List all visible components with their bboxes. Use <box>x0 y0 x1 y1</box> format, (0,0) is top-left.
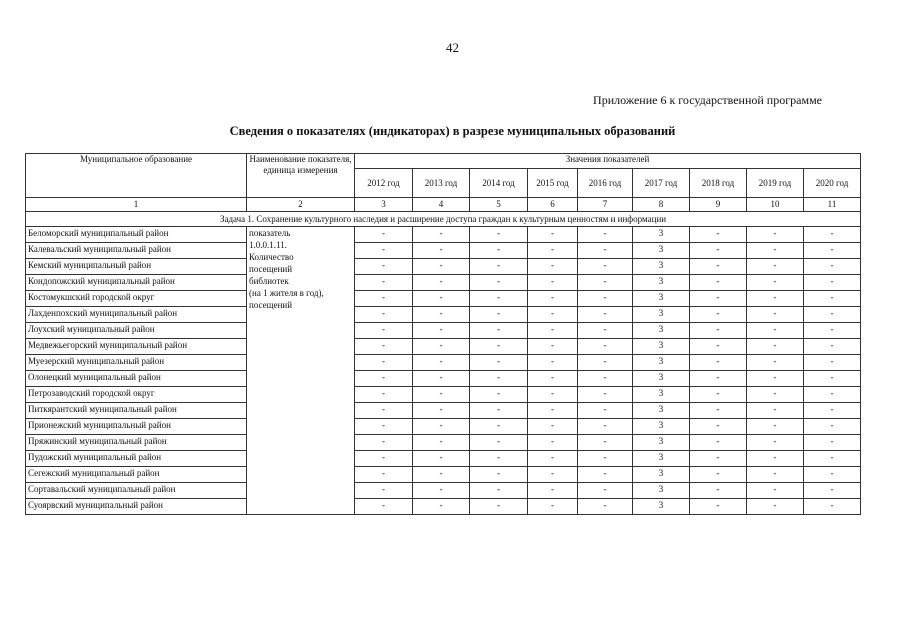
value-cell: - <box>690 339 747 355</box>
header-year: 2016 год <box>578 169 633 198</box>
header-year: 2012 год <box>355 169 413 198</box>
table-row <box>26 243 861 259</box>
table-row <box>26 371 861 387</box>
value-cell: - <box>470 467 528 483</box>
value-cell: - <box>470 403 528 419</box>
table-row <box>26 483 861 499</box>
value-cell: - <box>355 243 413 259</box>
value-cell: 3 <box>633 467 690 483</box>
value-cell: 3 <box>633 483 690 499</box>
indicator-line: посещений <box>249 264 293 274</box>
value-cell: - <box>528 435 578 451</box>
value-cell: 3 <box>633 323 690 339</box>
value-cell: - <box>355 275 413 291</box>
value-cell: - <box>747 291 804 307</box>
municipality-name: Калевальский муниципальный район <box>26 243 247 259</box>
column-number: 9 <box>690 198 747 212</box>
value-cell: - <box>470 499 528 515</box>
municipality-name: Суоярвский муниципальный район <box>26 499 247 515</box>
value-cell: - <box>747 243 804 259</box>
value-cell: - <box>528 339 578 355</box>
value-cell: - <box>413 307 470 323</box>
municipality-name: Лахденпохский муниципальный район <box>26 307 247 323</box>
value-cell: - <box>690 323 747 339</box>
table-row <box>26 307 861 323</box>
municipality-name: Олонецкий муниципальный район <box>26 371 247 387</box>
value-cell: 3 <box>633 291 690 307</box>
value-cell: 3 <box>633 259 690 275</box>
table-body <box>26 227 861 515</box>
value-cell: - <box>528 483 578 499</box>
indicator-line: показатель <box>249 228 291 238</box>
table-row <box>26 451 861 467</box>
value-cell: - <box>578 499 633 515</box>
municipality-name: Кемский муниципальный район <box>26 259 247 275</box>
header-year: 2017 год <box>633 169 690 198</box>
value-cell: - <box>413 419 470 435</box>
indicator-line: (на 1 жителя в год), <box>249 288 324 298</box>
value-cell: - <box>690 291 747 307</box>
table-row <box>26 355 861 371</box>
value-cell: - <box>578 387 633 403</box>
value-cell: - <box>804 435 861 451</box>
value-cell: - <box>413 483 470 499</box>
municipality-name: Пряжинский муниципальный район <box>26 435 247 451</box>
value-cell: - <box>470 307 528 323</box>
column-number: 1 <box>26 198 247 212</box>
value-cell: - <box>413 371 470 387</box>
value-cell: - <box>747 419 804 435</box>
municipality-name: Лоухский муниципальный район <box>26 323 247 339</box>
value-cell: - <box>690 243 747 259</box>
value-cell: - <box>355 355 413 371</box>
value-cell: - <box>804 387 861 403</box>
value-cell: - <box>690 227 747 243</box>
value-cell: - <box>747 499 804 515</box>
column-number: 11 <box>804 198 861 212</box>
value-cell: 3 <box>633 355 690 371</box>
value-cell: - <box>413 291 470 307</box>
table-row <box>26 291 861 307</box>
value-cell: - <box>747 435 804 451</box>
value-cell: - <box>747 483 804 499</box>
header-values-group: Значения показателей <box>355 154 861 169</box>
value-cell: - <box>413 259 470 275</box>
value-cell: - <box>578 291 633 307</box>
value-cell: - <box>747 451 804 467</box>
value-cell: - <box>470 291 528 307</box>
municipality-name: Пудожский муниципальный район <box>26 451 247 467</box>
value-cell: - <box>413 467 470 483</box>
value-cell: - <box>578 467 633 483</box>
value-cell: - <box>528 387 578 403</box>
value-cell: - <box>413 387 470 403</box>
value-cell: - <box>355 259 413 275</box>
value-cell: - <box>413 355 470 371</box>
value-cell: - <box>578 339 633 355</box>
value-cell: - <box>528 371 578 387</box>
value-cell: - <box>804 323 861 339</box>
value-cell: - <box>578 403 633 419</box>
value-cell: - <box>355 403 413 419</box>
value-cell: - <box>804 483 861 499</box>
value-cell: - <box>747 323 804 339</box>
municipality-name: Муезерский муниципальный район <box>26 355 247 371</box>
header-indicator-name: Наименование показателя, единица измерения <box>247 154 355 198</box>
value-cell: - <box>528 403 578 419</box>
value-cell: - <box>470 451 528 467</box>
table-row <box>26 227 861 243</box>
value-cell: - <box>578 483 633 499</box>
value-cell: - <box>355 451 413 467</box>
value-cell: - <box>747 371 804 387</box>
value-cell: 3 <box>633 371 690 387</box>
value-cell: - <box>355 467 413 483</box>
table-row <box>26 467 861 483</box>
value-cell: - <box>690 451 747 467</box>
value-cell: 3 <box>633 227 690 243</box>
value-cell: - <box>528 243 578 259</box>
value-cell: - <box>747 259 804 275</box>
table-row <box>26 275 861 291</box>
value-cell: - <box>690 499 747 515</box>
value-cell: 3 <box>633 243 690 259</box>
value-cell: - <box>470 339 528 355</box>
value-cell: - <box>470 227 528 243</box>
value-cell: - <box>355 307 413 323</box>
value-cell: - <box>470 435 528 451</box>
table-row <box>26 435 861 451</box>
table-row <box>26 499 861 515</box>
value-cell: - <box>413 403 470 419</box>
value-cell: - <box>470 323 528 339</box>
value-cell: - <box>578 435 633 451</box>
appendix-note: Приложение 6 к государственной программе <box>593 93 822 107</box>
value-cell: - <box>528 419 578 435</box>
value-cell: - <box>747 275 804 291</box>
value-cell: - <box>747 467 804 483</box>
table-row <box>26 387 861 403</box>
value-cell: - <box>470 483 528 499</box>
value-cell: - <box>747 403 804 419</box>
value-cell: - <box>470 355 528 371</box>
table-row <box>26 339 861 355</box>
value-cell: - <box>690 483 747 499</box>
municipality-name: Беломорский муниципальный район <box>26 227 247 243</box>
value-cell: - <box>413 243 470 259</box>
value-cell: 3 <box>633 451 690 467</box>
value-cell: - <box>690 307 747 323</box>
header-year: 2020 год <box>804 169 861 198</box>
column-number: 5 <box>470 198 528 212</box>
header-year: 2013 год <box>413 169 470 198</box>
value-cell: - <box>804 243 861 259</box>
value-cell: - <box>578 307 633 323</box>
column-number: 7 <box>578 198 633 212</box>
indicator-line: библиотек <box>249 276 289 286</box>
column-number: 4 <box>413 198 470 212</box>
value-cell: - <box>528 451 578 467</box>
value-cell: - <box>413 227 470 243</box>
page-number: 42 <box>446 40 459 55</box>
value-cell: - <box>355 323 413 339</box>
value-cell: - <box>355 387 413 403</box>
municipality-name: Сегежский муниципальный район <box>26 467 247 483</box>
value-cell: - <box>804 451 861 467</box>
table-row <box>26 259 861 275</box>
value-cell: 3 <box>633 419 690 435</box>
value-cell: 3 <box>633 275 690 291</box>
value-cell: - <box>690 371 747 387</box>
indicator-line: Количество <box>249 252 294 262</box>
value-cell: - <box>528 291 578 307</box>
header-year: 2019 год <box>747 169 804 198</box>
value-cell: 3 <box>633 339 690 355</box>
value-cell: - <box>413 499 470 515</box>
header-year: 2018 год <box>690 169 747 198</box>
municipality-name: Медвежьегорский муниципальный район <box>26 339 247 355</box>
column-number: 2 <box>247 198 355 212</box>
value-cell: - <box>690 259 747 275</box>
value-cell: - <box>804 291 861 307</box>
value-cell: - <box>578 243 633 259</box>
column-number: 8 <box>633 198 690 212</box>
value-cell: - <box>804 371 861 387</box>
value-cell: - <box>470 243 528 259</box>
value-cell: 3 <box>633 403 690 419</box>
value-cell: - <box>470 259 528 275</box>
value-cell: - <box>804 419 861 435</box>
value-cell: - <box>578 371 633 387</box>
municipality-name: Костомукшский городской округ <box>26 291 247 307</box>
value-cell: - <box>804 307 861 323</box>
value-cell: - <box>690 355 747 371</box>
value-cell: - <box>804 259 861 275</box>
value-cell: - <box>804 403 861 419</box>
value-cell: - <box>578 419 633 435</box>
header-year: 2014 год <box>470 169 528 198</box>
value-cell: - <box>528 227 578 243</box>
value-cell: 3 <box>633 435 690 451</box>
table-row <box>26 419 861 435</box>
value-cell: - <box>804 339 861 355</box>
value-cell: - <box>804 355 861 371</box>
value-cell: - <box>470 275 528 291</box>
value-cell: - <box>690 403 747 419</box>
table-row <box>26 323 861 339</box>
value-cell: - <box>355 291 413 307</box>
column-number: 6 <box>528 198 578 212</box>
value-cell: - <box>747 387 804 403</box>
value-cell: 3 <box>633 499 690 515</box>
value-cell: - <box>355 419 413 435</box>
municipality-name: Прионежский муниципальный район <box>26 419 247 435</box>
indicator-line: посещений <box>249 300 293 310</box>
value-cell: - <box>578 323 633 339</box>
value-cell: - <box>355 371 413 387</box>
value-cell: - <box>355 483 413 499</box>
value-cell: - <box>690 435 747 451</box>
value-cell: - <box>747 307 804 323</box>
value-cell: 3 <box>633 307 690 323</box>
column-numbers-row <box>26 198 861 212</box>
value-cell: - <box>690 467 747 483</box>
municipality-name: Питкярантский муниципальный район <box>26 403 247 419</box>
value-cell: - <box>413 339 470 355</box>
municipality-name: Кондопожский муниципальный район <box>26 275 247 291</box>
value-cell: - <box>355 499 413 515</box>
value-cell: - <box>747 355 804 371</box>
value-cell: - <box>470 419 528 435</box>
value-cell: - <box>528 323 578 339</box>
value-cell: - <box>528 307 578 323</box>
indicator-line: 1.0.0.1.11. <box>249 240 287 250</box>
value-cell: - <box>413 275 470 291</box>
value-cell: - <box>528 275 578 291</box>
column-number: 3 <box>355 198 413 212</box>
value-cell: - <box>355 227 413 243</box>
value-cell: - <box>804 499 861 515</box>
task-row: Задача 1. Сохранение культурного наследия и расширение доступа граждан к культурным ценностям и информации <box>26 212 861 227</box>
value-cell: - <box>747 227 804 243</box>
header-year: 2015 год <box>528 169 578 198</box>
value-cell: - <box>578 355 633 371</box>
value-cell: - <box>690 419 747 435</box>
value-cell: - <box>690 387 747 403</box>
header-municipality: Муниципальное образование <box>26 154 247 198</box>
value-cell: 3 <box>633 387 690 403</box>
municipality-name: Сортавальский муниципальный район <box>26 483 247 499</box>
value-cell: - <box>578 275 633 291</box>
value-cell: - <box>804 227 861 243</box>
value-cell: - <box>578 227 633 243</box>
value-cell: - <box>470 371 528 387</box>
table-header <box>26 154 861 227</box>
value-cell: - <box>355 339 413 355</box>
value-cell: - <box>413 451 470 467</box>
table-row <box>26 403 861 419</box>
municipality-name: Петрозаводский городской округ <box>26 387 247 403</box>
value-cell: - <box>578 259 633 275</box>
document-title: Сведения о показателях (индикаторах) в разрезе муниципальных образований <box>229 124 676 138</box>
value-cell: - <box>528 355 578 371</box>
value-cell: - <box>528 259 578 275</box>
value-cell: - <box>747 339 804 355</box>
value-cell: - <box>690 275 747 291</box>
value-cell: - <box>470 387 528 403</box>
value-cell: - <box>355 435 413 451</box>
value-cell: - <box>413 435 470 451</box>
value-cell: - <box>578 451 633 467</box>
value-cell: - <box>804 275 861 291</box>
value-cell: - <box>413 323 470 339</box>
indicator-description <box>247 227 355 515</box>
value-cell: - <box>528 499 578 515</box>
column-number: 10 <box>747 198 804 212</box>
indicators-table <box>25 153 861 515</box>
value-cell: - <box>528 467 578 483</box>
value-cell: - <box>804 467 861 483</box>
